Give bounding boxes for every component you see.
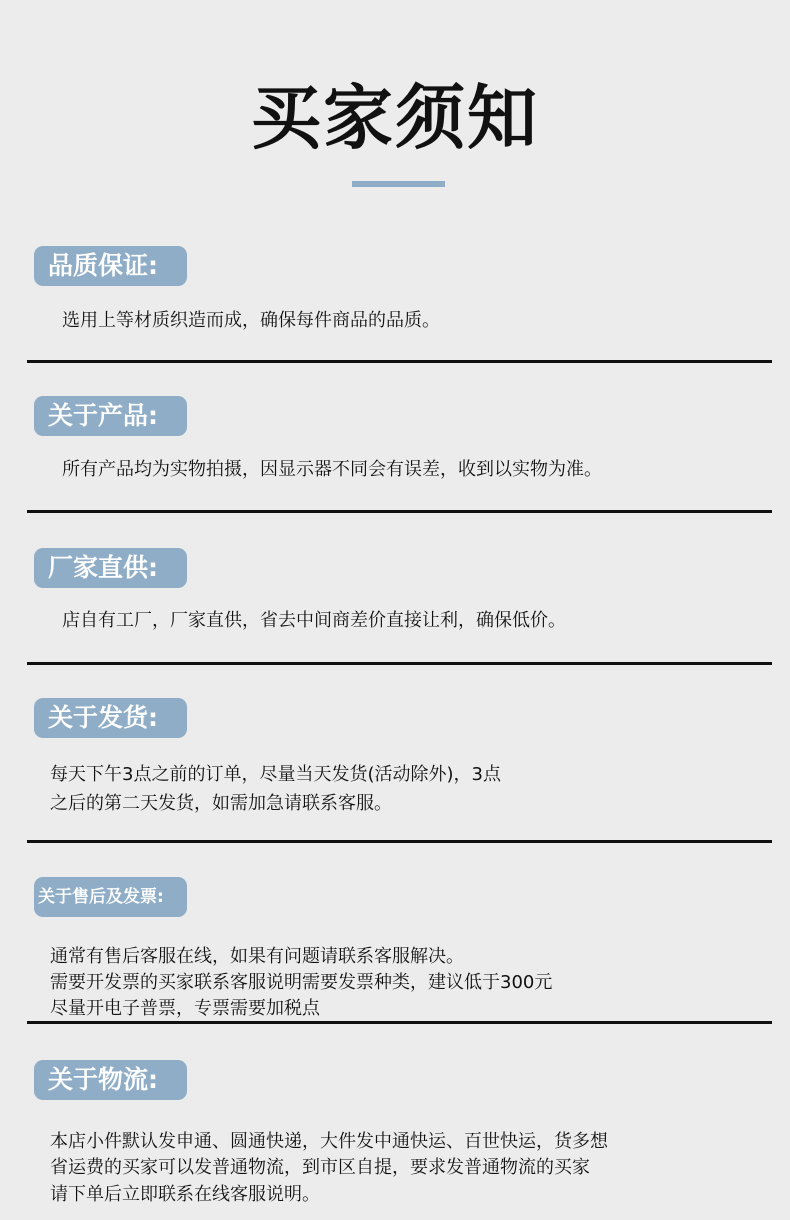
section-aftersale-label: 关于售后及发票:	[34, 877, 187, 917]
section-factory-label: 厂家直供:	[34, 548, 187, 588]
section-logistics-line-2: 省运费的买家可以发普通物流，到市区自提，要求发普通物流的买家	[50, 1157, 590, 1178]
divider	[27, 1021, 772, 1024]
section-shipping-label: 关于发货:	[34, 698, 187, 738]
section-quality-text: 选用上等材质织造而成，确保每件商品的品质。	[62, 310, 440, 331]
section-aftersale-line-3: 尽量开电子普票，专票需要加税点	[50, 998, 320, 1019]
title-underline	[352, 181, 445, 187]
page-title: 买家须知	[251, 77, 539, 159]
divider	[27, 510, 772, 513]
section-aftersale-line-1: 通常有售后客服在线，如果有问题请联系客服解决。	[50, 946, 464, 967]
section-product-text: 所有产品均为实物拍摄，因显示器不同会有误差，收到以实物为准。	[62, 459, 602, 480]
section-shipping-line-1: 每天下午3点之前的订单，尽量当天发货(活动除外)，3点	[50, 764, 501, 785]
section-logistics-line-1: 本店小件默认发申通、圆通快递，大件发中通快运、百世快运，货多想	[50, 1131, 608, 1152]
section-factory-text: 店自有工厂，厂家直供，省去中间商差价直接让利，确保低价。	[62, 610, 566, 631]
divider	[27, 360, 772, 363]
section-logistics-label: 关于物流:	[34, 1060, 187, 1100]
section-quality-label: 品质保证:	[34, 246, 187, 286]
section-product-label: 关于产品:	[34, 396, 187, 436]
section-logistics-line-3: 请下单后立即联系在线客服说明。	[50, 1184, 320, 1205]
section-shipping-line-2: 之后的第二天发货，如需加急请联系客服。	[50, 793, 392, 814]
divider	[27, 662, 772, 665]
section-aftersale-line-2: 需要开发票的买家联系客服说明需要发票种类，建议低于300元	[50, 972, 553, 993]
divider	[27, 840, 772, 843]
